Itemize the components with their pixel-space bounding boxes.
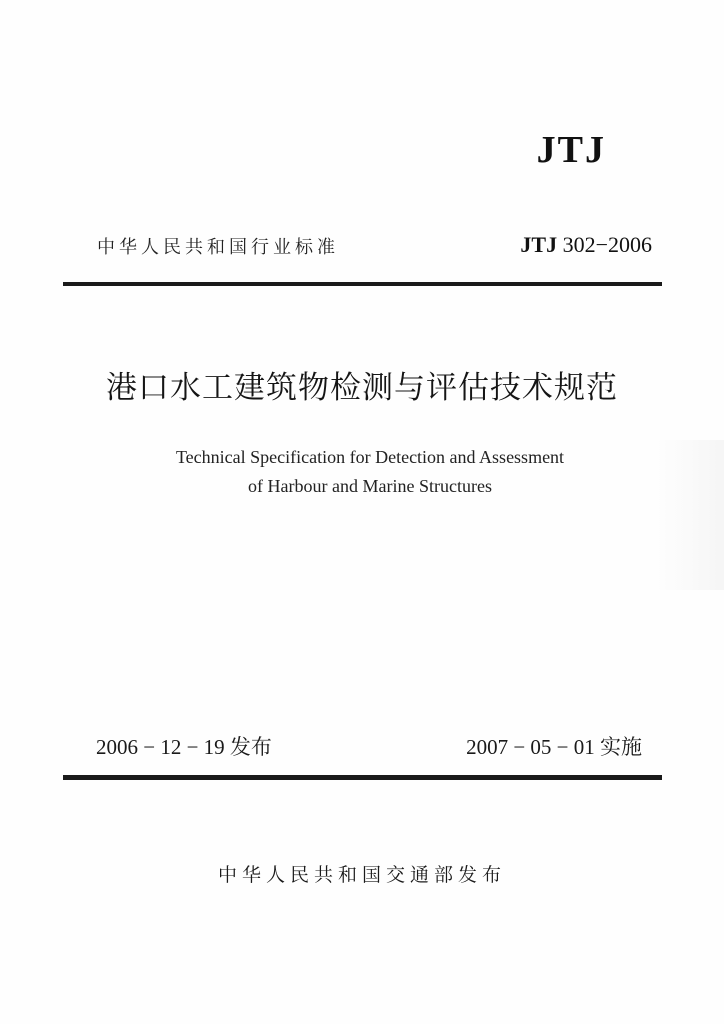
standard-number-value: 302−2006 xyxy=(557,232,652,257)
title-english-line-1: Technical Specification for Detection and Assessment xyxy=(175,447,565,467)
standard-number xyxy=(520,232,652,258)
standard-code-mark: JTJ xyxy=(536,129,606,171)
issue-date: 2006 − 12 − 19 发布 xyxy=(96,735,272,759)
title-english-line-2: of Harbour and Marine Structures xyxy=(248,476,492,496)
issuing-authority: 中华人民共和国交通部发布 xyxy=(217,864,506,886)
standard-type: 中华人民共和国行业标准 xyxy=(97,237,339,258)
standard-number-prefix: JTJ xyxy=(520,232,558,257)
top-divider xyxy=(63,282,662,286)
title-chinese: 港口水工建筑物检测与评估技术规范 xyxy=(106,370,618,406)
title-english xyxy=(0,443,724,501)
effective-date: 2007 − 05 − 01 实施 xyxy=(466,735,642,759)
bottom-divider xyxy=(63,775,662,780)
